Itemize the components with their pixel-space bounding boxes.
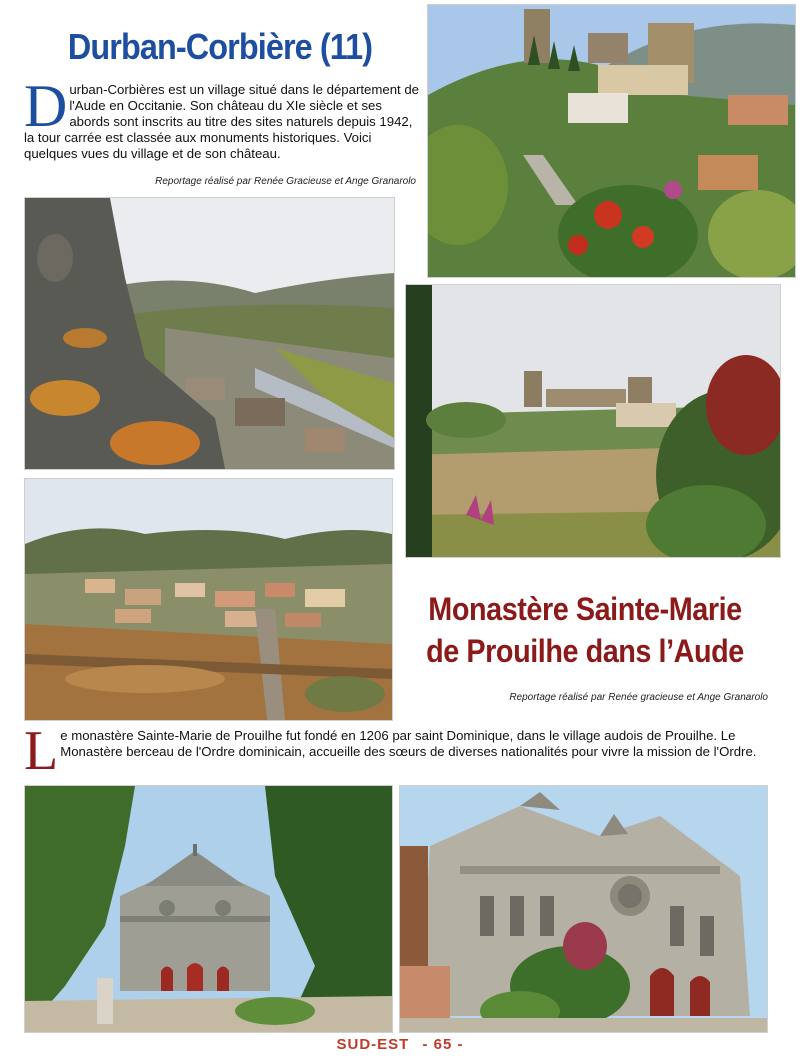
- section1-dropcap: D: [24, 73, 68, 139]
- photo-monastery-facade: [24, 785, 393, 1033]
- section1-title: Durban-Corbière (11): [67, 26, 373, 67]
- section2-title-line1: Monastère Sainte-Marie: [428, 591, 742, 627]
- section2-text: e monastère Sainte-Marie de Prouilhe fut fondé en 1206 par saint Dominique, dans le village audois de Prouilhe. Le Monastère berceau de l'Ordre dominicain, accueille des sœurs de diverses nationalités pour vivre la mission de l'Ordre.: [60, 728, 757, 759]
- photo-castle-trees: [405, 284, 781, 558]
- footer-page-number: - 65 -: [422, 1036, 464, 1053]
- footer-magazine-name: SUD-EST: [336, 1036, 410, 1053]
- photo-village-panorama: [24, 478, 393, 721]
- page-footer: [0, 1036, 800, 1053]
- section2-title-line2: de Prouilhe dans l’Aude: [426, 633, 744, 669]
- photo-rock-valley-view: [24, 197, 395, 470]
- section1-paragraph: [24, 73, 420, 162]
- section2-credit: Reportage réalisé par Renée gracieuse et Ange Granarolo: [509, 692, 768, 703]
- section1-text: urban-Corbières est un village situé dans le département de l'Aude en Occitanie. Son château du XIe siècle et ses abords sont inscrits au titre des sites naturels depuis 1942, la tour carrée est classée aux monuments historiques. Voici quelques vues du village et de son château.: [24, 82, 420, 161]
- photo-monastery-closeup: [399, 785, 768, 1033]
- section2-dropcap: L: [24, 720, 59, 782]
- photo-castle-hilltop: [427, 4, 796, 278]
- section2-title: [419, 588, 752, 672]
- section1-credit: Reportage réalisé par Renée Gracieuse et Ange Granarolo: [155, 176, 416, 187]
- section2-paragraph: [24, 720, 770, 782]
